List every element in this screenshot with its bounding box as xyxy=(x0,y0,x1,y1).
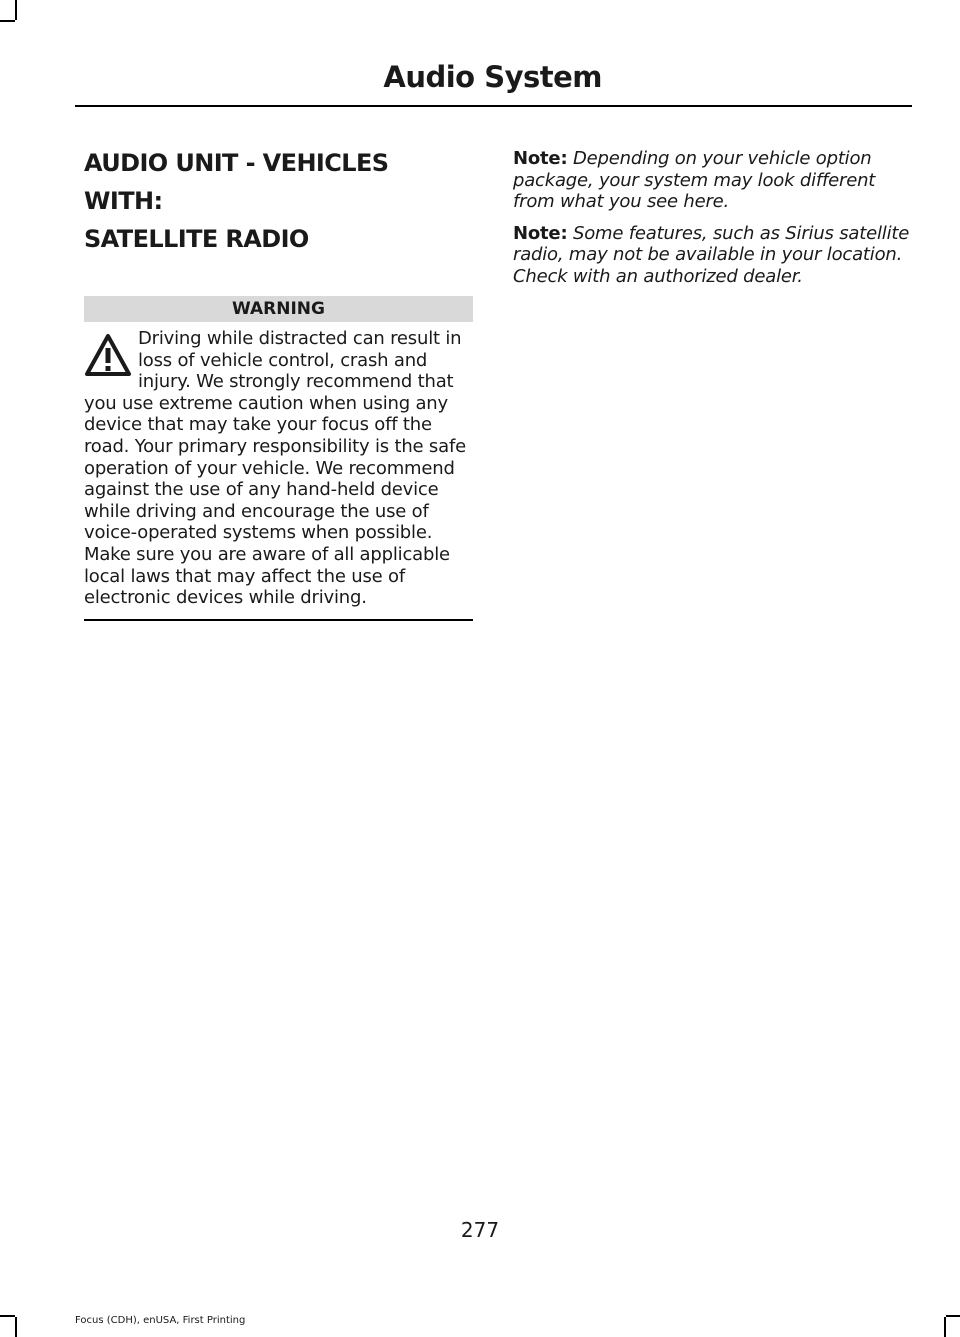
note-option-package xyxy=(513,148,911,213)
crop-mark xyxy=(0,20,15,22)
crop-mark xyxy=(946,1315,960,1317)
warning-text: Driving while distracted can result in loss of vehicle control, crash and injury. We strongly recommend that you use extreme caution when using any device that may take your focus off the road. Your primary responsibility is the safe operation of your vehicle. We recommend against the use of any hand-held device while driving and encourage the use of voice-operated systems when possible. Make sure you are aware of all applicable local laws that may affect the use of electronic devices while driving. xyxy=(84,328,466,609)
right-column xyxy=(513,148,911,298)
warning-triangle-icon xyxy=(84,332,132,380)
section-title xyxy=(84,144,473,258)
note-text: Depending on your vehicle option package, your system may look different from what you see here. xyxy=(513,148,876,213)
header-divider xyxy=(75,105,912,107)
crop-mark xyxy=(15,0,17,20)
crop-mark xyxy=(0,1315,15,1317)
left-column xyxy=(84,144,473,621)
note-label: Note: xyxy=(513,222,568,244)
page-number: 277 xyxy=(460,1218,500,1242)
page-header-title: Audio System xyxy=(383,60,602,94)
crop-mark xyxy=(15,1317,17,1337)
note-label: Note: xyxy=(513,148,568,169)
footer-doc-info: Focus (CDH), enUSA, First Printing xyxy=(75,1315,246,1326)
section-title-line-2: SATELLITE RADIO xyxy=(84,225,309,253)
section-title-line-1: AUDIO UNIT - VEHICLES WITH: xyxy=(84,149,389,215)
note-text: Some features, such as Sirius satellite radio, may not be available in your location. Check with an authorized dealer. xyxy=(513,222,910,287)
note-sirius-availability xyxy=(513,223,911,288)
warning-heading: WARNING xyxy=(84,296,473,322)
crop-mark xyxy=(944,1317,946,1337)
warning-box xyxy=(84,328,473,609)
warning-divider xyxy=(84,619,473,621)
